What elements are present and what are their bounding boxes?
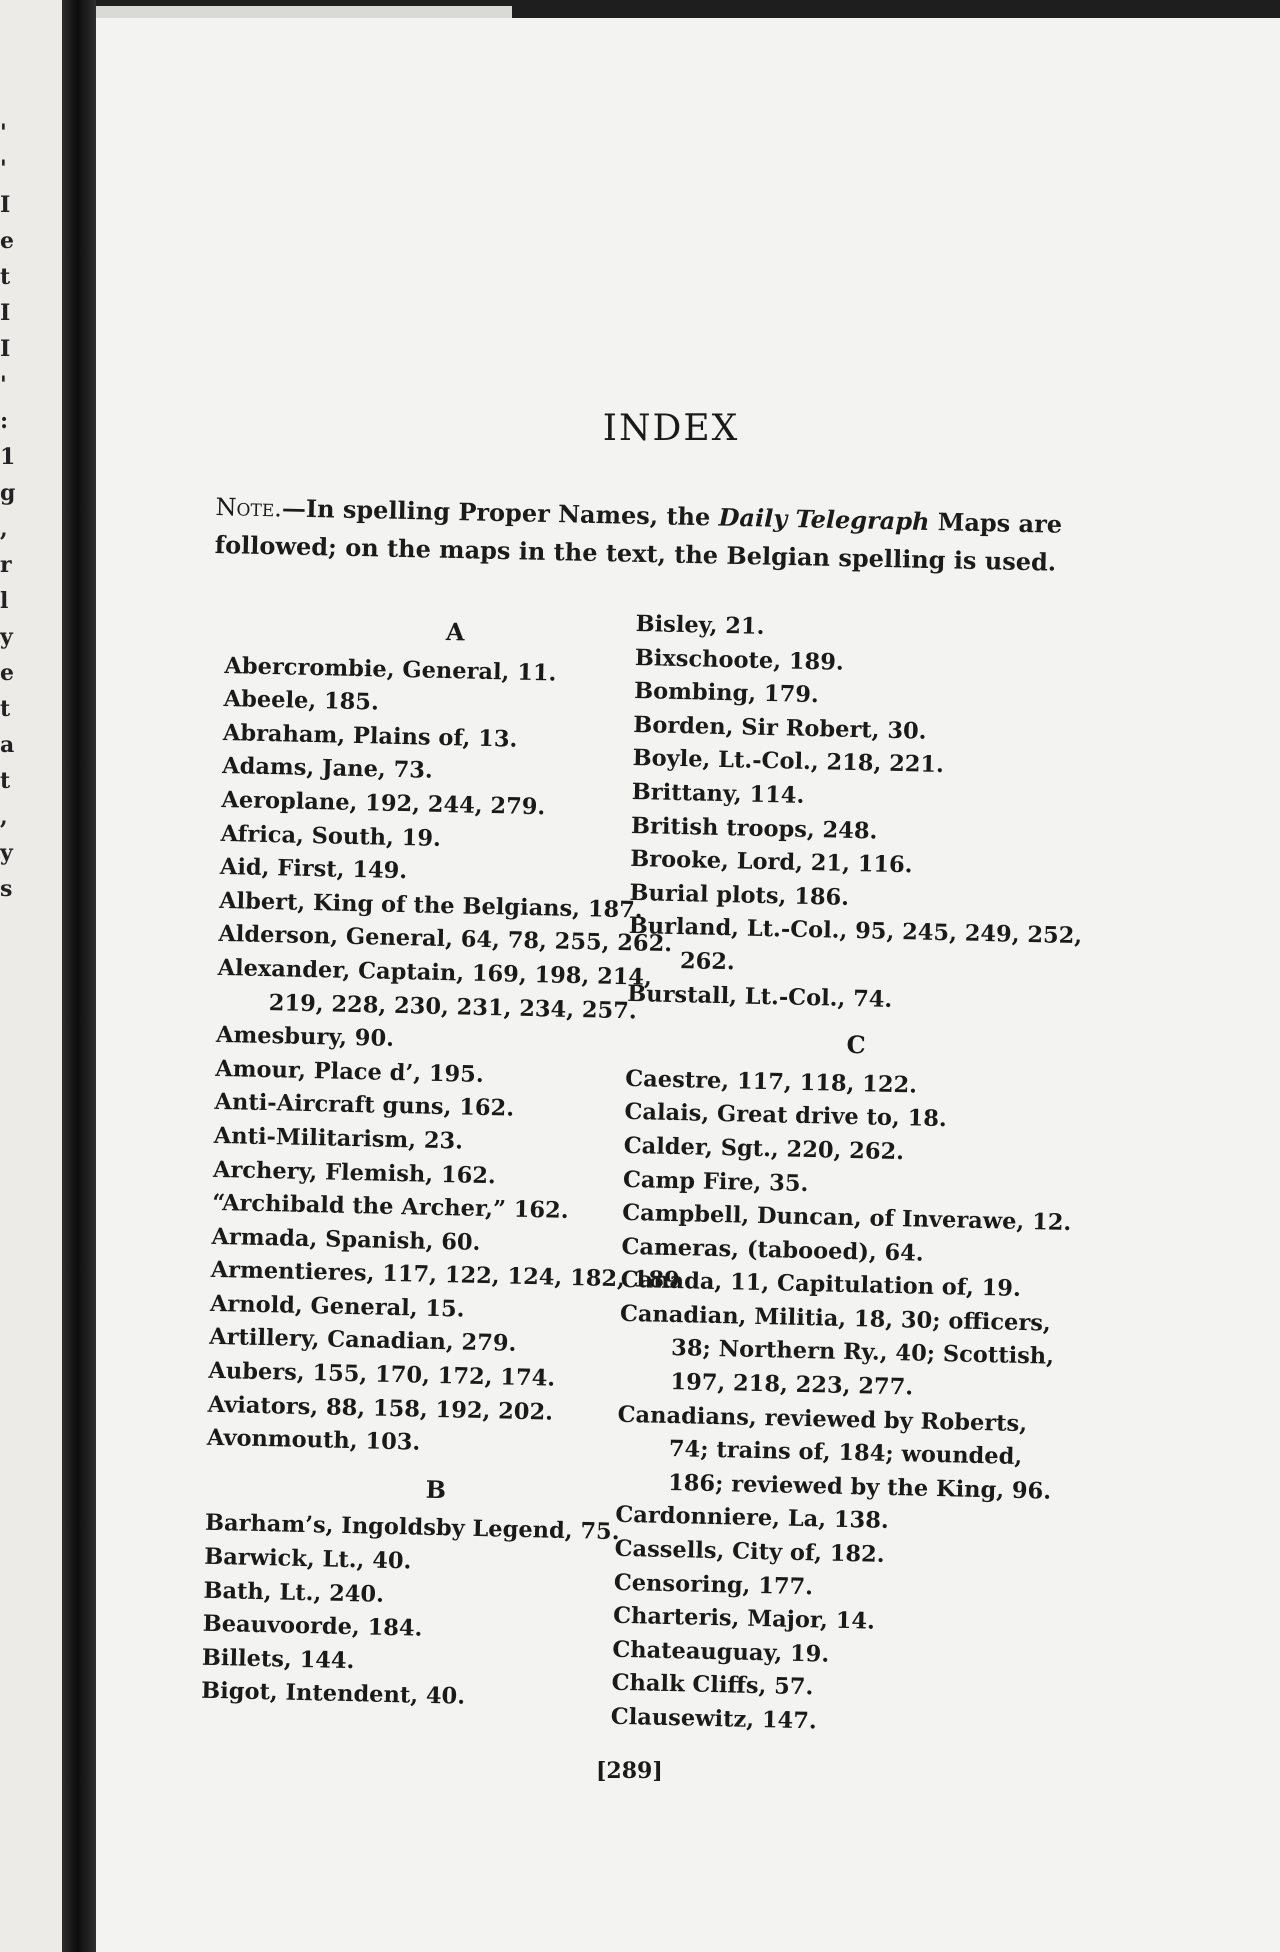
index-entry-text: Canadians, reviewed by Roberts, [617, 1401, 1028, 1437]
index-entry-text: Censoring, 177. [613, 1569, 814, 1600]
index-entry-text: Campbell, Duncan, of Inverawe, 12. [621, 1199, 1072, 1237]
note-text-2: Maps are followed; on the maps in the text, the Belgian spelling is used. [214, 506, 1063, 577]
previous-page-fragment: : [0, 408, 9, 434]
index-entry-text: Amesbury, 90. [215, 1022, 395, 1053]
index-entry [628, 910, 1089, 988]
index-entry-text: Bath, Lt., 240. [203, 1577, 385, 1608]
previous-page-fragment: a [0, 732, 15, 758]
index-entry-text: Amour, Place d’, 195. [215, 1055, 484, 1088]
index-entry-text: Barham’s, Ingoldsby Legend, 75. [204, 1510, 620, 1546]
previous-page-fragment: 1 [0, 444, 16, 470]
index-entry-text: Aviators, 88, 158, 192, 202. [207, 1391, 554, 1426]
index-entry-text: Brittany, 114. [631, 778, 805, 809]
index-entry-text: Chalk Cliffs, 57. [611, 1670, 814, 1701]
previous-page-fragment: e [0, 660, 14, 686]
index-entry-text: Adams, Jane, 73. [221, 753, 434, 785]
previous-page-fragment: t [0, 696, 11, 722]
index-entry-text: Boyle, Lt.-Col., 218, 221. [632, 745, 945, 779]
index-entry-text: Aeroplane, 192, 244, 279. [221, 786, 546, 821]
previous-page-fragment: I [0, 300, 11, 326]
index-page [96, 18, 1280, 1952]
index-entry-text: Brooke, Lord, 21, 116. [630, 846, 913, 879]
index-entry-text: Armentieres, 117, 122, 124, 182, 189 [210, 1257, 680, 1294]
previous-page-fragment: r [0, 552, 12, 578]
index-entry-text: Bombing, 179. [633, 678, 820, 709]
index-column-left [201, 598, 686, 1719]
index-entry-text: Anti-Aircraft guns, 162. [214, 1089, 515, 1122]
index-entry-text: Anti-Militarism, 23. [213, 1122, 464, 1155]
previous-page-fragment: , [0, 516, 8, 542]
index-entry-text: Beauvoorde, 184. [202, 1610, 423, 1642]
index-entry-text: Burstall, Lt.-Col., 74. [626, 980, 893, 1013]
page-title: INDEX [602, 408, 740, 449]
index-entry-text: Canada, 11, Capitulation of, 19. [620, 1267, 1022, 1303]
index-entry [618, 1298, 1080, 1409]
index-entry-text: Charteris, Major, 14. [612, 1602, 876, 1635]
index-entry-text: Aid, First, 149. [219, 854, 408, 885]
index-entry-text: Caestre, 117, 118, 122. [625, 1065, 918, 1099]
index-entry-text: Abeele, 185. [223, 686, 380, 716]
section-letter-b: B [425, 1474, 447, 1505]
previous-page-fragment: y [0, 624, 13, 650]
top-edge [0, 0, 1280, 18]
index-entry-text: British troops, 248. [630, 812, 878, 845]
index-entry [616, 1398, 1078, 1509]
index-entry-text: “Archibald the Archer,” 162. [211, 1189, 569, 1225]
index-entry-continuation: 197, 218, 223, 277. [670, 1369, 914, 1401]
previous-page-fragment: ' [0, 156, 7, 182]
index-entry-text: Chateauguay, 19. [612, 1636, 830, 1668]
index-entry-text: Barwick, Lt., 40. [203, 1543, 412, 1575]
previous-page-fragment: , [0, 804, 8, 830]
index-entry [216, 952, 677, 1030]
index-note [214, 488, 1115, 583]
note-italic: Daily Telegraph [718, 502, 930, 536]
index-column-right [610, 608, 1095, 1745]
previous-page-fragment: l [0, 588, 9, 614]
index-entry-text: Arnold, General, 15. [209, 1290, 465, 1323]
previous-page-fragment: ' [0, 372, 7, 398]
previous-page-fragment: ' [0, 120, 7, 146]
section-letter-c: C [846, 1030, 867, 1060]
index-entry-continuation: 219, 228, 230, 231, 234, 257. [268, 989, 638, 1024]
index-entry-text: Canadian, Militia, 18, 30; officers, [619, 1300, 1052, 1337]
top-edge-light [66, 6, 512, 18]
index-entry-text: Bixschoote, 189. [634, 644, 845, 676]
book-gutter [62, 0, 96, 1952]
index-entry-text: Cassells, City of, 182. [614, 1535, 885, 1568]
note-text-1: —In spelling Proper Names, the [281, 493, 719, 532]
index-entry-text: Calais, Great drive to, 18. [624, 1099, 948, 1133]
index-entry-text: Calder, Sgt., 220, 262. [623, 1132, 905, 1166]
previous-page-fragment: y [0, 840, 13, 866]
index-entry-continuation: 38; Northern Ry., 40; Scottish, [670, 1335, 1055, 1371]
index-entry-text: Archery, Flemish, 162. [212, 1156, 497, 1189]
page-number: [289] [596, 1758, 663, 1784]
index-entry-text: Camp Fire, 35. [622, 1166, 809, 1197]
index-entry-text: Abraham, Plains of, 13. [222, 719, 518, 753]
previous-page-fragment: s [0, 876, 13, 902]
index-entry-text: Burland, Lt.-Col., 95, 245, 249, 252, [628, 913, 1083, 950]
index-entry-text: Cardonniere, La, 138. [615, 1502, 890, 1535]
index-entry-text: Billets, 144. [201, 1644, 355, 1674]
index-entry-text: Burial plots, 186. [629, 879, 850, 911]
section-letter-a: A [445, 617, 465, 647]
index-entry-text: Abercrombie, General, 11. [224, 652, 557, 687]
index-entry-text: Bisley, 21. [635, 610, 765, 640]
index-entry-text: Borden, Sir Robert, 30. [633, 711, 927, 745]
index-entry-text: Albert, King of the Belgians, 187. [218, 887, 643, 924]
previous-page-fragment: t [0, 768, 11, 794]
index-entry-text: Clausewitz, 147. [610, 1703, 818, 1735]
index-entry-continuation: 186; reviewed by the King, 96. [667, 1469, 1052, 1505]
index-entry-text: Alexander, Captain, 169, 198, 214, [217, 954, 653, 991]
index-entry-text: Africa, South, 19. [220, 820, 442, 852]
index-entry-text: Cameras, (tabooed), 64. [621, 1233, 924, 1267]
index-entry-text: Bigot, Intendent, 40. [200, 1678, 466, 1711]
index-entry-text: Armada, Spanish, 60. [211, 1223, 481, 1256]
previous-page-fragment: I [0, 192, 11, 218]
index-entry-continuation: 74; trains of, 184; wounded, [668, 1436, 1023, 1471]
index-entry-continuation: 262. [679, 948, 736, 976]
previous-page-fragment: g [0, 480, 16, 506]
index-entry-text: Artillery, Canadian, 279. [208, 1324, 517, 1358]
previous-page-fragment: e [0, 228, 14, 254]
index-entry-text: Aubers, 155, 170, 172, 174. [208, 1357, 556, 1392]
note-lead: Note. [215, 492, 283, 523]
previous-page-fragment: t [0, 264, 11, 290]
index-entry-text: Avonmouth, 103. [206, 1425, 421, 1456]
previous-page-fragment: I [0, 336, 11, 362]
previous-page-edge [0, 0, 66, 1952]
index-entry-text: Alderson, General, 64, 78, 255, 262. [218, 921, 673, 958]
